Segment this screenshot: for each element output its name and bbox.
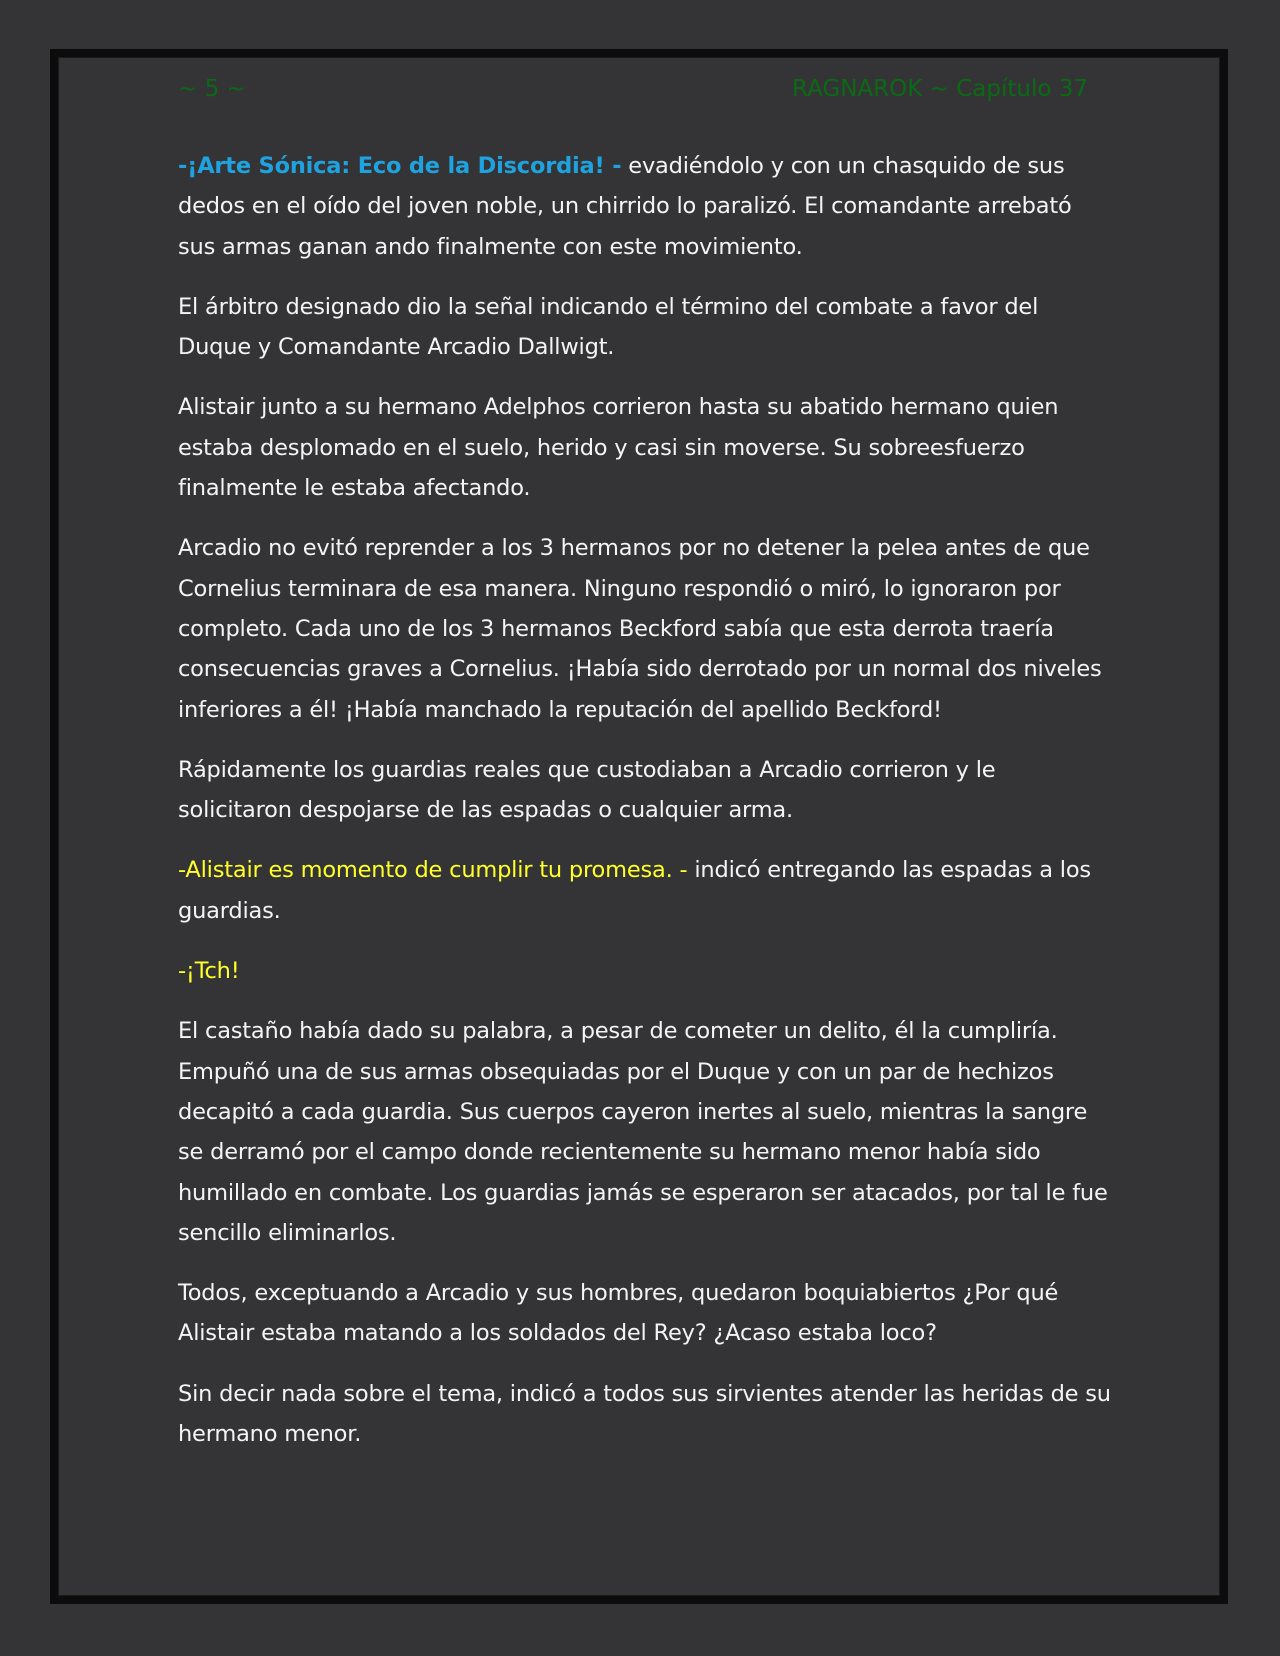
- paragraph: El castaño había dado su palabra, a pesar de cometer un delito, él la cumpliría. Empuñó una de sus armas obsequiadas por el Duque y con un par de hechizos decapitó a cada guardia. Sus cuerpos cayeron inertes al suelo, mientras la sangre se derramó por el campo donde recientemente su hermano menor había sido humillado en combate. Los guardias jamás se esperaron ser atacados, por tal le fue sencillo eliminarlos.: [178, 1018, 1108, 1246]
- story-body: [178, 146, 1112, 1474]
- paragraph: [178, 850, 1112, 931]
- character-dialogue: -Alistair es momento de cumplir tu promesa. -: [178, 857, 688, 884]
- paragraph: [178, 146, 1112, 267]
- page-number: ~ 5 ~: [178, 76, 246, 102]
- paragraph: El árbitro designado dio la señal indicando el término del combate a favor del Duque y Comandante Arcadio Dallwigt.: [178, 293, 1039, 361]
- paragraph-text: evadiéndolo y con un chasquido de sus dedos en el oído del joven noble, un chirrido lo paralizó. El comandante arrebató sus armas ganan ando finalmente con este movimiento.: [178, 153, 1072, 260]
- paragraph: Arcadio no evitó reprender a los 3 hermanos por no detener la pelea antes de que Cornelius terminara de esa manera. Ninguno respondió o miró, lo ignoraron por completo. Cada uno de los 3 hermanos Beckford sabía que esta derrota traería consecuencias graves a Cornelius. ¡Había sido derrotado por un normal dos niveles inferiores a él! ¡Había manchado la reputación del apellido Beckford!: [178, 535, 1102, 723]
- spell-dialogue: -¡Arte Sónica: Eco de la Discordia! -: [178, 153, 622, 179]
- paragraph: Sin decir nada sobre el tema, indicó a todos sus sirvientes atender las heridas de su hermano menor.: [178, 1380, 1111, 1448]
- paragraph: Alistair junto a su hermano Adelphos corrieron hasta su abatido hermano quien estaba desplomado en el suelo, herido y casi sin moverse. Su sobreesfuerzo finalmente le estaba afectando.: [178, 394, 1059, 502]
- page-header: [178, 76, 1088, 110]
- chapter-title: RAGNAROK ~ Capítulo 37: [792, 76, 1088, 102]
- paragraph-text: indicó entregando las espadas a los guardias.: [178, 857, 1091, 924]
- paragraph: [178, 951, 1112, 991]
- paragraph: Todos, exceptuando a Arcadio y sus hombres, quedaron boquiabiertos ¿Por qué Alistair estaba matando a los soldados del Rey? ¿Acaso estaba loco?: [178, 1280, 1059, 1347]
- paragraph: Rápidamente los guardias reales que custodiaban a Arcadio corrieron y le solicitaron despojarse de las espadas o cualquier arma.: [178, 756, 996, 824]
- character-dialogue: -¡Tch!: [178, 958, 240, 985]
